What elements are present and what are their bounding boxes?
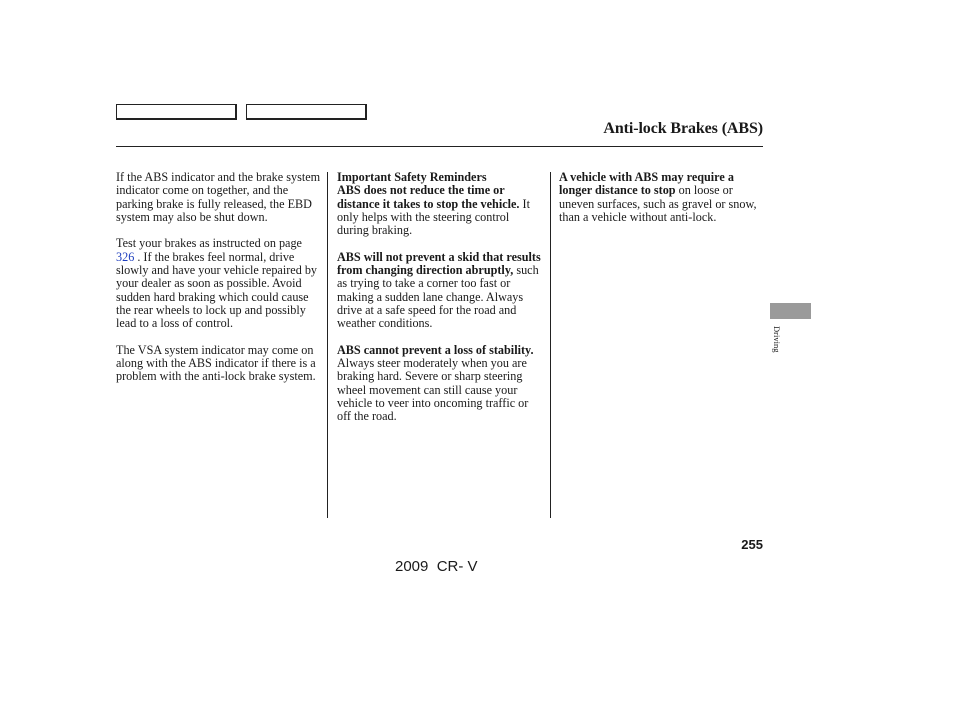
next-page-button[interactable]: [246, 104, 367, 120]
longer-distance-bold: A vehicle with ABS may require a longer distance to stop: [559, 170, 734, 198]
longer-distance-text: on loose or uneven surfaces, such as gravel or snow, than a vehicle without anti-lock.: [559, 183, 757, 224]
text-column-3: [559, 171, 763, 237]
safety-reminders-heading: Important Safety Reminders: [337, 170, 487, 184]
page-title: Anti-lock Brakes (ABS): [603, 120, 763, 137]
column-divider: [550, 172, 551, 518]
stopping-distance-bold: ABS does not reduce the time or distance it takes to stop the vehicle.: [337, 183, 520, 211]
section-tab-marker[interactable]: [770, 303, 811, 319]
text-column-2: [337, 171, 542, 437]
column-divider: [327, 172, 328, 518]
skid-paragraph: [337, 251, 542, 331]
page-number: 255: [741, 537, 763, 552]
stability-paragraph: [337, 344, 542, 424]
test-brakes-text: Test your brakes as instructed on page: [116, 236, 302, 251]
stopping-distance-text: It only helps with the steering control during braking.: [337, 196, 530, 238]
skid-bold: ABS will not prevent a skid that results from changing direction abruptly,: [337, 249, 541, 278]
stability-text: Always steer moderately when you are braking hard. Severe or sharp steering wheel movement can still cause your vehicle to veer into oncoming traffic or off the road.: [337, 356, 529, 424]
text-column-1: [116, 171, 321, 397]
model-footer: 2009 CR- V: [395, 558, 478, 575]
title-divider: [116, 146, 763, 147]
longer-distance-paragraph: [559, 171, 763, 224]
page-reference-link[interactable]: 326: [116, 249, 135, 264]
previous-page-button[interactable]: [116, 104, 237, 120]
stability-bold: ABS cannot prevent a loss of stability.: [337, 342, 534, 357]
safety-reminders-paragraph: [337, 171, 542, 237]
abs-ebd-paragraph: If the ABS indicator and the brake system indicator come on together, and the parking brake is fully released, the EBD system may also be shut down.: [116, 170, 321, 224]
section-tab-label: Driving: [772, 326, 782, 353]
test-brakes-paragraph: [116, 237, 321, 330]
skid-text: such as trying to take a corner too fast or making a sudden lane change. Always drive at a safe speed for the road and weather conditions.: [337, 263, 539, 331]
test-brakes-text-cont: . If the brakes feel normal, drive slowly and have your vehicle repaired by your dealer as soon as possible. Avoid sudden hard braking which could cause the rear wheels to lock up and possibly lead to a loss of control.: [116, 249, 318, 331]
vsa-indicator-paragraph: The VSA system indicator may come on along with the ABS indicator if there is a problem with the anti-lock brake system.: [116, 342, 316, 384]
